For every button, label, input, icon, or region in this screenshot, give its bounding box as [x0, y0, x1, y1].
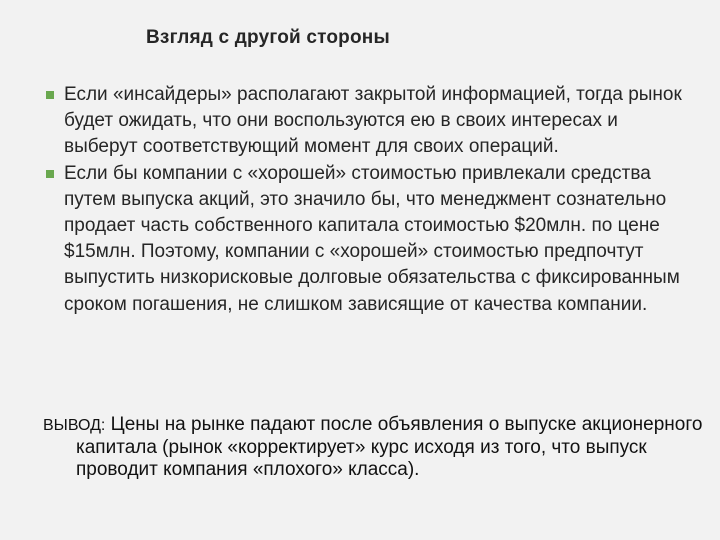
bullet-item-insiders — [42, 82, 692, 161]
bullet-list — [42, 82, 692, 318]
bullet-text: Если «инсайдеры» располагают закрытой информацией, тогда рынок будет ожидать, что они воспользуются ею в своих интересах и выберут соответствующий момент для своих операций. — [64, 84, 682, 158]
bullet-square-icon — [46, 91, 54, 99]
slide-title: Взгляд с другой стороны — [146, 27, 390, 48]
conclusion-text: Цены на рынке падают после объявления о выпуске акционерного капитала (рынок «корректирует» курс исходя из того, что выпуск проводит компания «плохого» класса). — [76, 414, 703, 480]
conclusion-label: ВЫВОД: — [43, 417, 106, 434]
bullet-text: Если бы компании с «хорошей» стоимостью привлекали средства путем выпуска акций, это значило бы, что менеджмент сознательно продает часть собственного капитала стоимостью $20млн. по цене $15млн. Поэтому, компании с «хорошей» стоимостью предпочтут выпустить низкорисковые долговые обязательства с фиксированным сроком погашения, не слишком зависящие от качества компании. — [64, 162, 680, 315]
bullet-item-good-value-companies — [42, 161, 692, 318]
conclusion — [43, 414, 716, 481]
bullet-square-icon — [46, 170, 54, 178]
